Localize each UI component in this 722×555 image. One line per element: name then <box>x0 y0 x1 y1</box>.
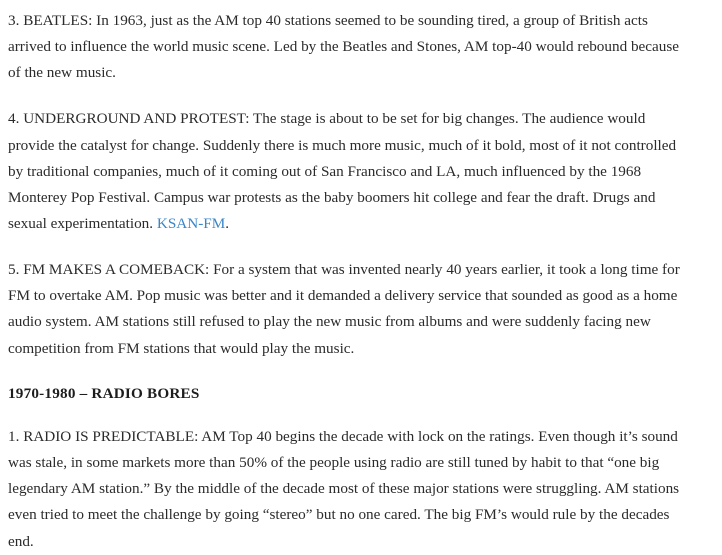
paragraph-beatles: 3. BEATLES: In 1963, just as the AM top 40 stations seemed to be sounding tired, a group of British acts arrived to influence the world music scene. Led by the Beatles and Stones, AM top-40 would rebound because of the new music. <box>8 12 680 82</box>
paragraph-radio-predictable: 1. RADIO IS PREDICTABLE: AM Top 40 begins the decade with lock on the ratings. Even though it’s sound was stale, in some markets more than 50% of the people using radio are still tuned by habit to that “one big legendary AM station.” By the middle of the decade most of these major stations were struggling. AM stations even tried to meet the challenge by going “stereo” but no one cared. The big FM’s would rule by the decades end. <box>8 428 680 550</box>
paragraph-underground-protest-text: 4. UNDERGROUND AND PROTEST: The stage is about to be set for big changes. The audience would provide the catalyst for change. Suddenly there is much more music, much of it bold, most of it not controlled by traditional companies, much of it coming out of San Francisco and LA, much influenced by the 1968 Monterey Pop Festival. Campus war protests as the baby boomers hit college and fear the draft. Drugs and sexual experimentation. <box>8 110 677 232</box>
paragraph-fm-comeback: 5. FM MAKES A COMEBACK: For a system that was invented nearly 40 years earlier, it took a long time for FM to overtake AM. Pop music was better and it demanded a delivery service that sounded as good as a home audio system. AM stations still refused to play the new music from albums and were suddenly facing new competition from FM stations that would play the music. <box>8 261 680 357</box>
paragraph-underground-protest-text-end: . <box>225 214 230 232</box>
section-heading-radio-bores: 1970-1980 – RADIO BORES <box>8 384 200 402</box>
paragraph-underground-protest <box>8 106 694 237</box>
ksan-fm-link[interactable]: KSAN-FM <box>156 214 226 232</box>
